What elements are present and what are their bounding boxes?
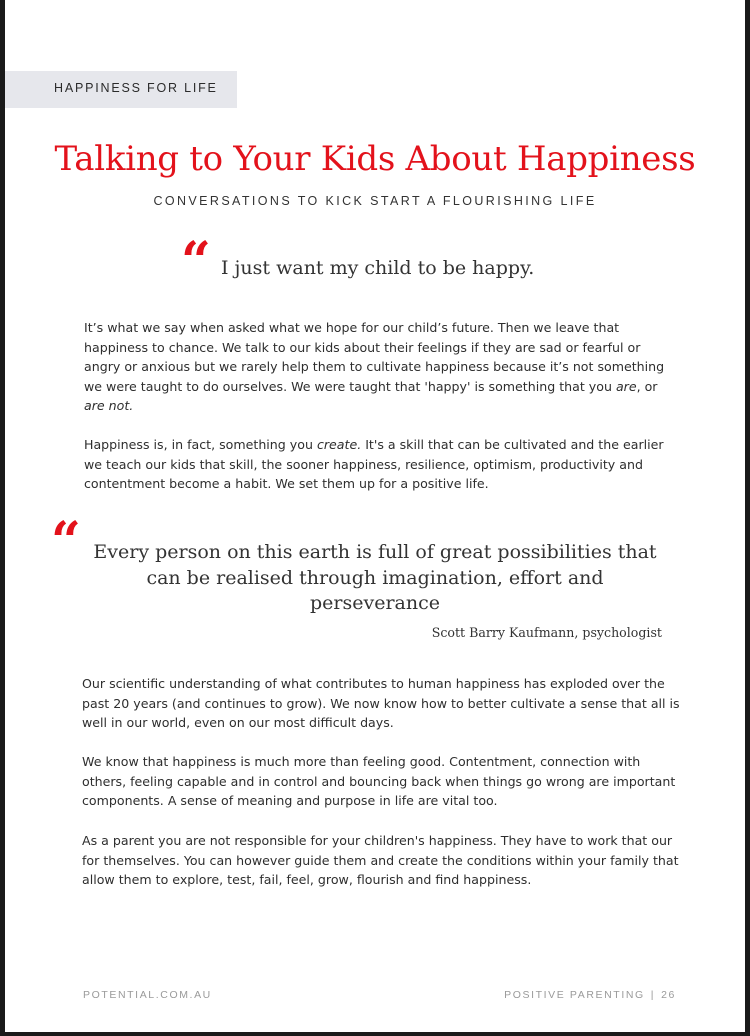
footer-separator: | [650,989,656,1001]
paragraph-1-text: It’s what we say when asked what we hope for our child’s future. Then we leave that happiness to chance. We talk to our kids about their feelings if they are sad or fearful or angry or anxious but we rarely help them to cultivate happiness because it’s not something we were taught to do ourselves. We were taught that 'happy' is something that you [84,320,665,394]
paragraph-5: As a parent you are not responsible for your children's happiness. They have to work that our for themselves. You can however guide them and create the conditions within your family that allow them to explore, test, fail, feel, grow, flourish and find happiness. [82,833,679,888]
footer-publication: POSITIVE PARENTING [504,989,645,1001]
footer-page-info [504,989,676,1001]
pull-quote-short: I just want my child to be happy. [221,257,535,279]
section-tab-label: HAPPINESS FOR LIFE [54,81,218,95]
page-subtitle: CONVERSATIONS TO KICK START A FLOURISHING LIFE [153,194,597,208]
page-title: Talking to Your Kids About Happiness [54,139,696,179]
quote-mark-icon: “ [181,231,211,292]
paragraph-1-emphasis-are: are [615,378,637,394]
paragraph-2-end: It's a skill that can be cultivated and the earlier we teach our kids that skill, the sooner happiness, resilience, optimism, productivity and contentment become a habit. We set them up for a positive life. [84,437,664,492]
paragraph-2-emphasis-create: create. [316,437,362,452]
paragraph-1-mid: , or [636,378,658,394]
quote-mark-icon: “ [51,511,81,572]
paragraph-2 [84,435,684,494]
paragraph-1-emphasis-are-not: are not. [84,398,134,414]
pull-quote-long: Every person on this earth is full of great possibilities that can be realised through imagination, effort and perseverance [93,541,657,614]
section-tab [5,71,237,108]
paragraph-1 [84,318,674,416]
document-page [5,0,745,1032]
paragraph-2-start: Happiness is, in fact, something you [84,437,317,452]
footer-site-link[interactable]: POTENTIAL.COM.AU [83,989,212,1001]
paragraph-3: Our scientific understanding of what contributes to human happiness has exploded over the past 20 years (and continues to grow). We now know how to better cultivate a sense that all is well in our world, even on our most difficult days. [82,676,680,731]
paragraph-4: We know that happiness is much more than feeling good. Contentment, connection with others, feeling capable and in control and bouncing back when things go wrong are important components. A sense of meaning and purpose in life are vital too. [82,754,676,809]
footer-page-number: 26 [661,989,676,1001]
quote-attribution: Scott Barry Kaufmann, psychologist [431,625,662,640]
